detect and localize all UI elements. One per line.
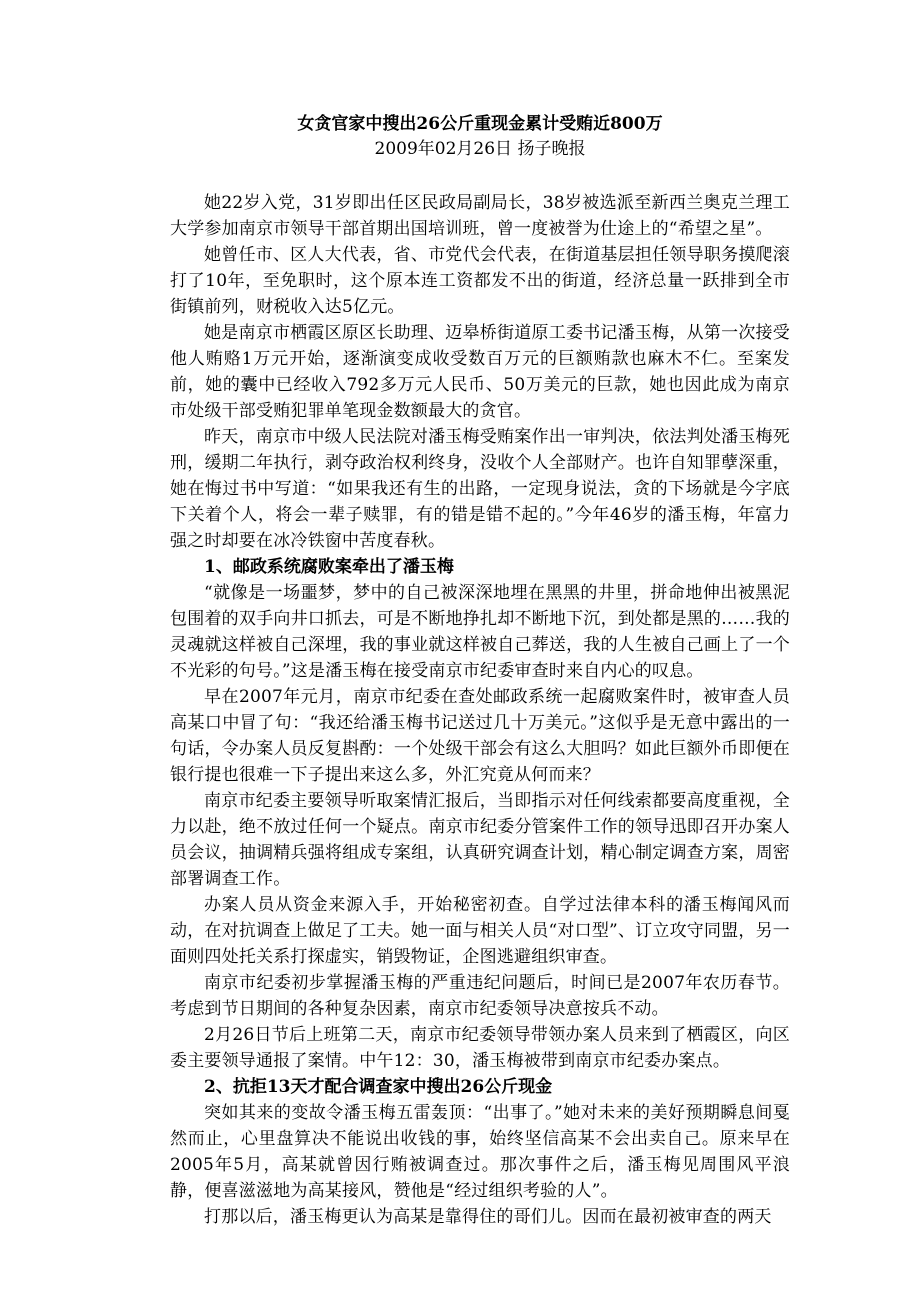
paragraph: 南京市纪委主要领导听取案情汇报后，当即指示对任何线索都要高度重视，全力以赴，绝不放过任何一个疑点。南京市纪委分管案件工作的领导迅即召开办案人员会议，抽调精兵强将组成专案组，认真研究调查计划，精心制定调查方案，周密部署调查工作。 (170, 791, 790, 889)
paragraph: 昨天，南京市中级人民法院对潘玉梅受贿案作出一审判决，依法判处潘玉梅死刑，缓期二年执行，剥夺政治权利终身，没收个人全部财产。也许自知罪孽深重，她在悔过书中写道：“如果我还有生的出路，一定现身说法，贪的下场就是今字底下关着个人，将会一辈子赎罪，有的错是错不起的。”今年46岁的潘玉梅，年富力强之时却要在冰冷铁窗中苦度春秋。 (170, 427, 790, 551)
paragraph: 她是南京市栖霞区原区长助理、迈皋桥街道原工委书记潘玉梅，从第一次接受他人贿赂1万元开始，逐渐演变成收受数百万元的巨额贿款也麻木不仁。至案发前，她的囊中已经收入792多万元人民币、50万美元的巨款，她也因此成为南京市处级干部受贿犯罪单笔现金数额最大的贪官。 (170, 323, 790, 421)
section-heading: 2、抗拒13天才配合调查家中搜出26公斤现金 (204, 1077, 553, 1097)
paragraph: 她22岁入党，31岁即出任区民政局副局长，38岁被选派至新西兰奥克兰理工大学参加南京市领导干部首期出国培训班，曾一度被誉为仕途上的“希望之星”。 (170, 193, 790, 239)
paragraph: “就像是一场噩梦，梦中的自己被深深地埋在黑黑的井里，拼命地伸出被黑泥包围着的双手向井口抓去，可是不断地挣扎却不断地下沉，到处都是黑的……我的灵魂就这样被自己深埋，我的事业就这样被自己葬送，我的人生被自己画上了一个不光彩的句号。”这是潘玉梅在接受南京市纪委审查时来自内心的叹息。 (170, 583, 790, 681)
paragraph: 南京市纪委初步掌握潘玉梅的严重违纪问题后，时间已是2007年农历春节。考虑到节日期间的各种复杂因素，南京市纪委领导决意按兵不动。 (170, 973, 790, 1019)
paragraph: 早在2007年元月，南京市纪委在查处邮政系统一起腐败案件时，被审查人员高某口中冒了句：“我还给潘玉梅书记送过几十万美元。”这似乎是无意中露出的一句话，令办案人员反复斟酌：一个处级干部会有这么大胆吗？如此巨额外币即便在银行提也很难一下子提出来这么多，外汇究竟从何而来？ (170, 687, 790, 785)
article-dateline: 2009年02月26日 扬子晚报 (374, 139, 586, 159)
paragraph: 突如其来的变故令潘玉梅五雷轰顶：“出事了。”她对未来的美好预期瞬息间戛然而止，心里盘算决不能说出收钱的事，始终坚信高某不会出卖自己。原来早在2005年5月，高某就曾因行贿被调查过。那次事件之后，潘玉梅见周围风平浪静，便喜滋滋地为高某接风，赞他是“经过组织考验的人”。 (170, 1103, 790, 1201)
paragraph: 办案人员从资金来源入手，开始秘密初查。自学过法律本科的潘玉梅闻风而动，在对抗调查上做足了工夫。她一面与相关人员“对口型”、订立攻守同盟，另一面则四处托关系打探虚实，销毁物证，企图逃避组织审查。 (170, 895, 790, 967)
paragraph: 2月26日节后上班第二天，南京市纪委领导带领办案人员来到了栖霞区，向区委主要领导通报了案情。中午12：30，潘玉梅被带到南京市纪委办案点。 (170, 1025, 790, 1071)
article-title: 女贪官家中搜出26公斤重现金累计受贿近800万 (297, 114, 663, 134)
article-body (170, 190, 790, 1230)
section-heading: 1、邮政系统腐败案牵出了潘玉梅 (204, 557, 454, 577)
paragraph: 她曾任市、区人大代表，省、市党代会代表，在街道基层担任领导职务摸爬滚打了10年，至免职时，这个原本连工资都发不出的街道，经济总量一跃排到全市街镇前列，财税收入达5亿元。 (170, 245, 790, 317)
paragraph: 打那以后，潘玉梅更认为高某是靠得住的哥们儿。因而在最初被审查的两天 (204, 1207, 772, 1227)
